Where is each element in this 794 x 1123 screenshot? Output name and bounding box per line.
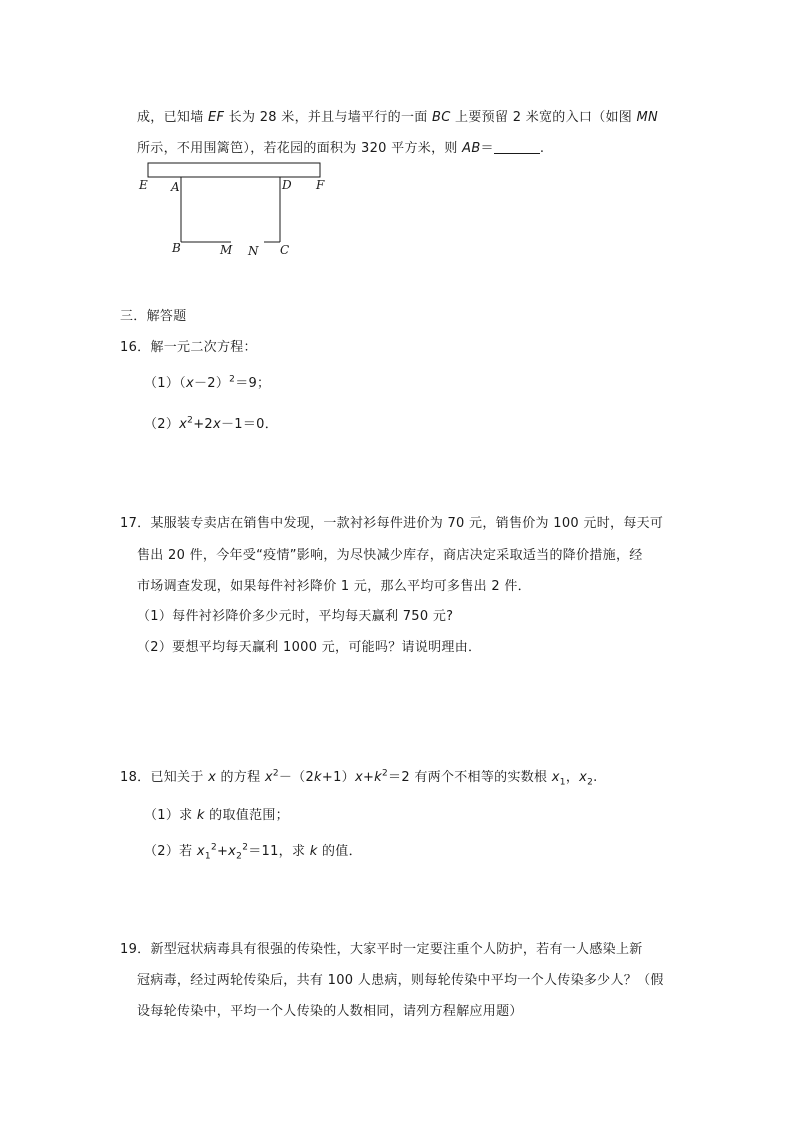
segment-mn: MN: [636, 110, 659, 125]
p17-q1: （1）每件衬衫降价多少元时，平均每天赢利 750 元?: [137, 609, 454, 624]
label-f: F: [316, 178, 325, 192]
p19-line1: 19．新型冠状病毒具有很强的传染性，大家平时一定要注重个人防护，若有一人感染上新: [120, 942, 643, 957]
p18-line1: 18．已知关于 x 的方程 $x^2-(2k+1)x+k^2=2$ 有两个不相等的实数根 $x_1$，$x_2$.: [120, 768, 598, 788]
segment-bc: BC: [432, 110, 451, 125]
p18-q2: （2）若 $x_1^2+x_2^2=11$，求 k 的值．: [144, 842, 362, 862]
answer-blank[interactable]: [494, 140, 540, 154]
label-a: A: [171, 180, 180, 194]
p17-line1: 17．某服装专卖店在销售中发现，一款衬衫每件进价为 70 元，销售价为 100 元时，每天可: [120, 516, 664, 531]
label-e: E: [139, 178, 148, 192]
label-n: N: [248, 244, 259, 258]
section-title: 三．解答题: [120, 309, 187, 324]
p17-q2: （2）要想平均每天赢利 1000 元，可能吗？请说明理由．: [137, 640, 482, 655]
p15-line2: 所示，不用围篱笆），若花园的面积为 320 平方米，则 AB＝ .: [137, 141, 545, 156]
p18-q1: （1）求 k 的取值范围；: [144, 808, 289, 823]
garden-figure: [136, 158, 336, 264]
p19-line3: 设每轮传染中，平均一个人传染的人数相同，请列方程解应用题）: [137, 1004, 523, 1019]
segment-ab: AB: [462, 141, 481, 156]
p16-head: 16．解一元二次方程：: [120, 340, 257, 355]
label-m: M: [220, 243, 233, 257]
label-c: C: [280, 243, 290, 257]
label-d: D: [282, 178, 292, 192]
p16-part2: $(2)x^2+2x-1=0$．: [144, 415, 279, 432]
segment-ef: EF: [207, 110, 225, 125]
p19-line2: 冠病毒，经过两轮传染后，共有 100 人患病，则每轮传染中平均一个人传染多少人？（假: [137, 973, 664, 988]
wall-ef: [148, 163, 320, 177]
p17-line2: 售出 20 件，今年受“疫情”影响，为尽快减少库存，商店决定采取适当的降价措施，经: [137, 548, 643, 563]
p15-line1: 成，已知墙 EF 长为 28 米，并且与墙平行的一面 BC 上要预留 2 米宽的入口（如图 MN: [137, 110, 659, 125]
p17-line3: 市场调查发现，如果每件衬衫降价 1 元，那么平均可多售出 2 件．: [137, 579, 531, 594]
p16-part1: $(1)(x-2)^2=9$；: [144, 374, 271, 391]
label-b: B: [172, 241, 181, 255]
